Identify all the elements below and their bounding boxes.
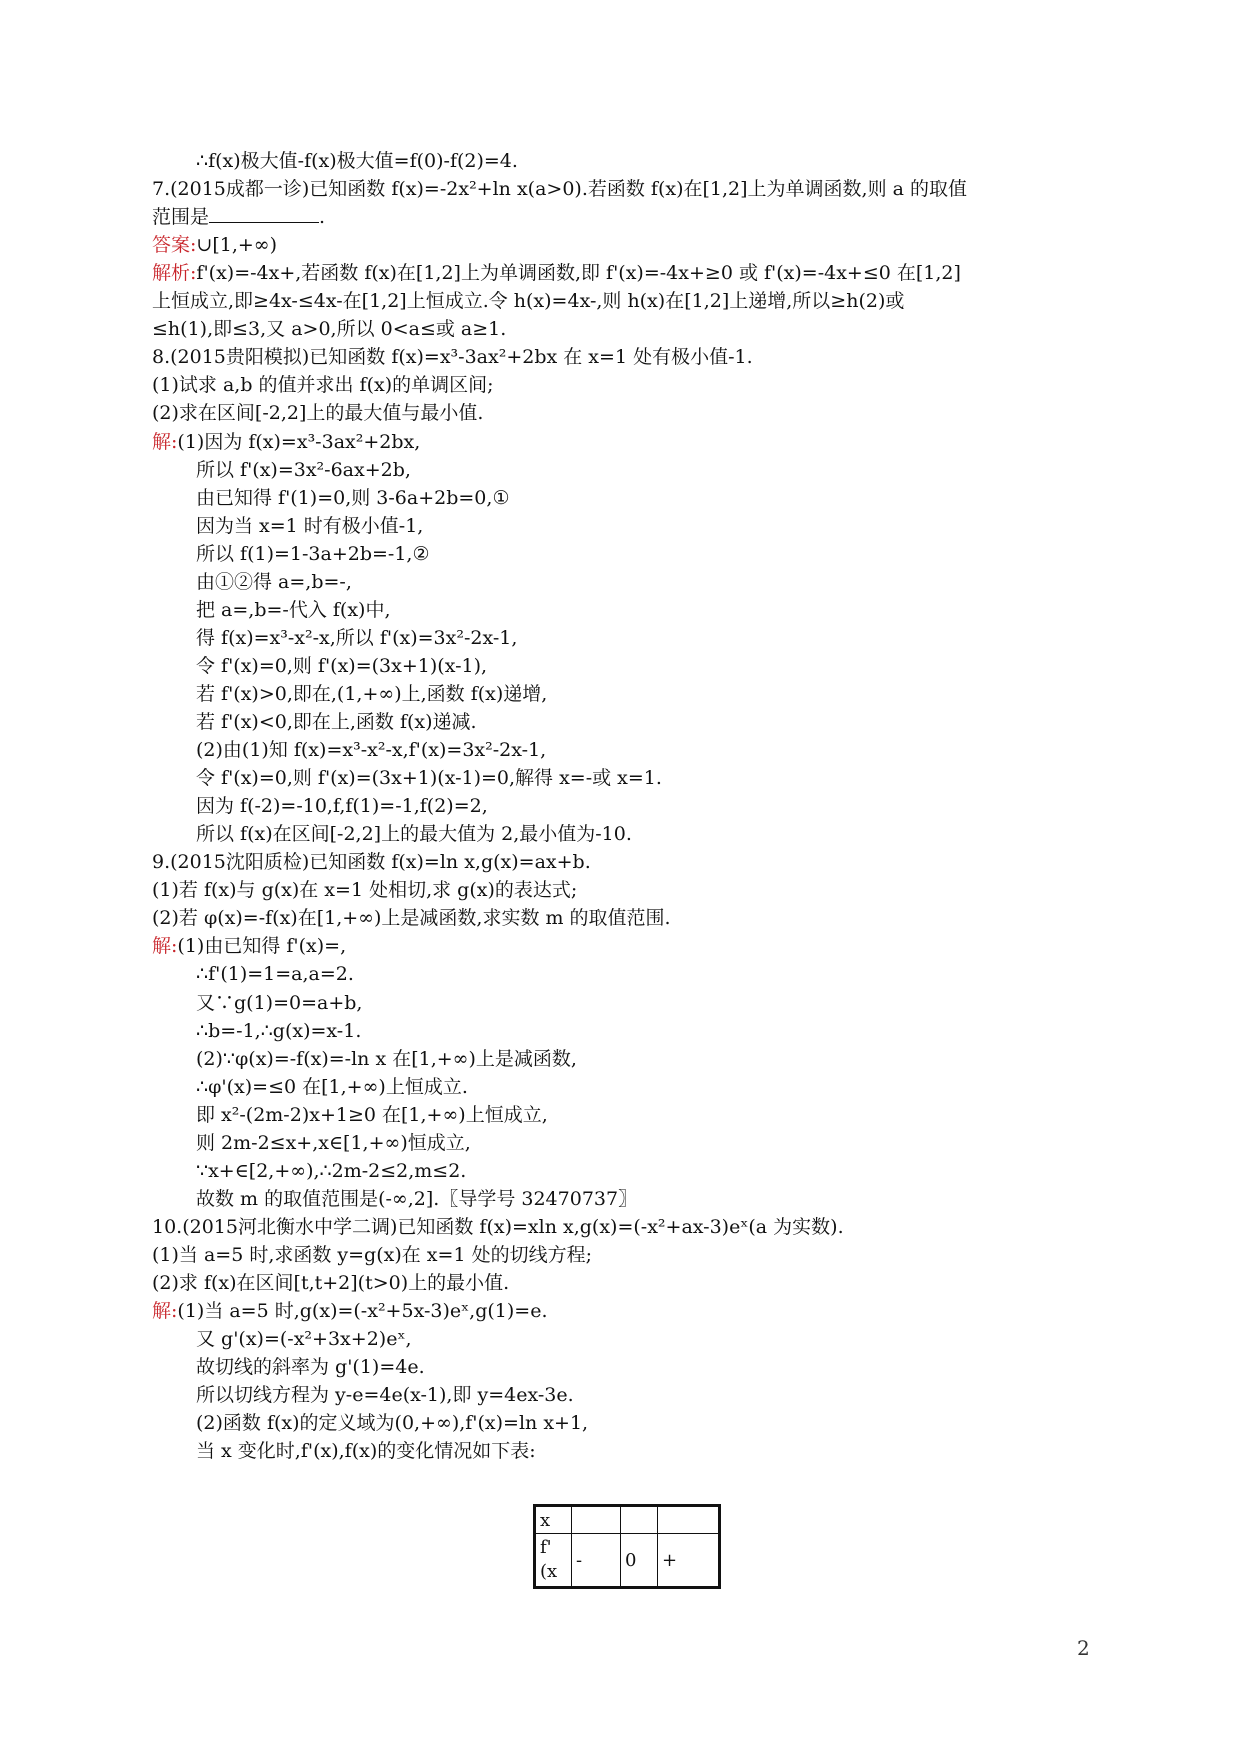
- table-cell: 0: [621, 1534, 658, 1588]
- text-line: [196, 1381, 574, 1409]
- text-line: [152, 848, 591, 876]
- line-text: 当 x 变化时,f'(x),f(x)的变化情况如下表:: [196, 1440, 536, 1463]
- text-line: [152, 1269, 509, 1297]
- text-line: [152, 203, 325, 231]
- line-text: ≤h(1),即≤3,又 a>0,所以 0<a≤或 a≥1.: [152, 318, 507, 341]
- text-line: [152, 876, 577, 904]
- table-cell: [572, 1506, 621, 1534]
- line-text: 上恒成立,即≥4x-≤4x-在[1,2]上恒成立.令 h(x)=4x-,则 h(x)在[1,2]上递增,所以≥h(2)或: [152, 290, 905, 313]
- line-text: 所以 f'(x)=3x²-6ax+2b,: [196, 458, 411, 481]
- text-line: [196, 820, 632, 848]
- line-text: (2)函数 f(x)的定义域为(0,+∞),f'(x)=ln x+1,: [196, 1412, 589, 1435]
- line-text: 令 f'(x)=0,则 f'(x)=(3x+1)(x-1),: [196, 654, 488, 677]
- text-line: [196, 484, 509, 512]
- table-row-label: (x: [540, 1561, 558, 1582]
- page-number: 2: [1077, 1636, 1090, 1660]
- label-prefix: 解析:: [152, 262, 197, 285]
- line-text: 所以 f(x)在区间[-2,2]上的最大值为 2,最小值为-10.: [196, 823, 632, 846]
- text-line: [152, 287, 904, 315]
- text-line: [196, 568, 352, 596]
- label-prefix: 解:: [152, 935, 178, 958]
- line-text: (1)若 f(x)与 g(x)在 x=1 处相切,求 g(x)的表达式;: [152, 879, 578, 902]
- text-line: [152, 175, 967, 203]
- text-line: [196, 1017, 361, 1045]
- line-text: f'(x)=-4x+,若函数 f(x)在[1,2]上为单调函数,即 f'(x)=-4x+≥0 或 f'(x)=-4x+≤0 在[1,2]: [196, 262, 961, 285]
- line-text: 又∵g(1)=0=a+b,: [196, 991, 363, 1014]
- table-cell: -: [572, 1534, 621, 1588]
- line-text: 则 2m-2≤x+,x∈[1,+∞)恒成立,: [196, 1131, 471, 1154]
- line-text: (1)当 a=5 时,求函数 y=g(x)在 x=1 处的切线方程;: [152, 1243, 592, 1266]
- text-line: [152, 904, 671, 932]
- table-cell: [535, 1534, 572, 1588]
- text-line: [196, 1073, 468, 1101]
- line-text: 因为 f(-2)=-10,f,f(1)=-1,f(2)=2,: [196, 795, 488, 818]
- line-text: 把 a=,b=-代入 f(x)中,: [196, 598, 391, 621]
- line-text: (1)因为 f(x)=x³-3ax²+2bx,: [177, 430, 421, 453]
- variation-table: [533, 1504, 721, 1589]
- table-row: [535, 1506, 720, 1534]
- label-prefix: 答案:: [152, 234, 197, 257]
- line-text: 7.(2015成都一诊)已知函数 f(x)=-2x²+ln x(a>0).若函数 f(x)在[1,2]上为单调函数,则 a 的取值: [152, 178, 967, 201]
- line-text: (1)试求 a,b 的值并求出 f(x)的单调区间;: [152, 374, 494, 397]
- text-line: [196, 1129, 471, 1157]
- line-text: 又 g'(x)=(-x²+3x+2)eˣ,: [196, 1328, 412, 1351]
- line-text: (1)当 a=5 时,g(x)=(-x²+5x-3)eˣ,g(1)=e.: [177, 1300, 548, 1323]
- line-text: ∪[1,+∞): [196, 234, 278, 257]
- text-line: [196, 960, 354, 988]
- text-line: [152, 371, 494, 399]
- line-text: .: [319, 206, 326, 229]
- line-text: 范围是: [152, 206, 210, 229]
- text-line: [152, 1213, 844, 1241]
- table-cell: +: [658, 1534, 720, 1588]
- line-text: 由①②得 a=,b=-,: [196, 570, 352, 593]
- line-text: ∴f'(1)=1=a,a=2.: [196, 963, 354, 986]
- text-line: [152, 1297, 548, 1325]
- line-text: (2)由(1)知 f(x)=x³-x²-x,f'(x)=3x²-2x-1,: [196, 739, 547, 762]
- line-text: 因为当 x=1 时有极小值-1,: [196, 514, 424, 537]
- line-text: (2)∵φ(x)=-f(x)=-ln x 在[1,+∞)上是减函数,: [196, 1047, 577, 1070]
- text-line: [196, 512, 423, 540]
- line-text: 故切线的斜率为 g'(1)=4e.: [196, 1356, 425, 1379]
- text-line: [196, 540, 430, 568]
- line-text: 故数 m 的取值范围是(-∞,2].〖导学号 32470737〗: [196, 1187, 638, 1210]
- line-text: 8.(2015贵阳模拟)已知函数 f(x)=x³-3ax²+2bx 在 x=1 处有极小值-1.: [152, 346, 753, 369]
- text-line: [196, 1157, 466, 1185]
- line-text: 令 f'(x)=0,则 f'(x)=(3x+1)(x-1)=0,解得 x=-或 x=1.: [196, 767, 662, 790]
- text-line: [196, 1353, 425, 1381]
- text-line: [196, 736, 546, 764]
- line-text: 若 f'(x)<0,即在上,函数 f(x)递减.: [196, 711, 477, 733]
- text-line: [196, 456, 411, 484]
- line-text: (2)求 f(x)在区间[t,t+2](t>0)上的最小值.: [152, 1272, 510, 1294]
- text-line: [196, 1185, 637, 1213]
- line-text: (1)由已知得 f'(x)=,: [177, 935, 347, 958]
- text-line: [152, 343, 753, 371]
- label-prefix: 解:: [152, 430, 178, 453]
- line-text: 即 x²-(2m-2)x+1≥0 在[1,+∞)上恒成立,: [196, 1103, 548, 1126]
- text-line: [196, 708, 477, 736]
- text-line: [152, 259, 961, 287]
- text-line: [196, 624, 517, 652]
- text-line: [152, 315, 506, 343]
- line-text: ∵x+∈[2,+∞),∴2m-2≤2,m≤2.: [196, 1159, 467, 1182]
- line-text: 所以切线方程为 y-e=4e(x-1),即 y=4ex-3e.: [196, 1384, 574, 1407]
- line-text: 所以 f(1)=1-3a+2b=-1,②: [196, 542, 430, 565]
- label-prefix: 解:: [152, 1300, 178, 1323]
- text-line: [196, 147, 518, 175]
- text-line: [196, 1101, 548, 1129]
- line-text: ∴f(x)极大值-f(x)极大值=f(0)-f(2)=4.: [196, 150, 518, 172]
- line-text: ∴b=-1,∴g(x)=x-1.: [196, 1019, 362, 1042]
- text-line: [196, 1045, 577, 1073]
- table-cell: [658, 1506, 720, 1534]
- text-line: [196, 989, 362, 1017]
- answer-blank: [209, 204, 319, 223]
- text-line: [196, 764, 662, 792]
- table-row: [535, 1534, 720, 1588]
- line-text: 10.(2015河北衡水中学二调)已知函数 f(x)=xln x,g(x)=(-x²+ax-3)eˣ(a 为实数).: [152, 1215, 844, 1238]
- table-row-label: f': [540, 1537, 552, 1558]
- text-line: [152, 399, 483, 427]
- table-cell: x: [535, 1506, 572, 1534]
- line-text: 9.(2015沈阳质检)已知函数 f(x)=ln x,g(x)=ax+b.: [152, 851, 591, 874]
- text-line: [152, 428, 420, 456]
- text-line: [152, 1241, 592, 1269]
- text-line: [196, 1437, 536, 1465]
- line-text: 得 f(x)=x³-x²-x,所以 f'(x)=3x²-2x-1,: [196, 626, 518, 649]
- line-text: 若 f'(x)>0,即在,(1,+∞)上,函数 f(x)递增,: [196, 682, 548, 705]
- text-line: [196, 652, 487, 680]
- text-line: [152, 231, 277, 259]
- line-text: (2)求在区间[-2,2]上的最大值与最小值.: [152, 402, 484, 425]
- line-text: (2)若 φ(x)=-f(x)在[1,+∞)上是减函数,求实数 m 的取值范围.: [152, 907, 671, 930]
- text-line: [196, 680, 547, 708]
- text-line: [196, 1409, 588, 1437]
- text-line: [196, 1325, 412, 1353]
- line-text: ∴φ'(x)=≤0 在[1,+∞)上恒成立.: [196, 1075, 468, 1098]
- text-line: [196, 596, 390, 624]
- text-line: [196, 792, 488, 820]
- line-text: 由已知得 f'(1)=0,则 3-6a+2b=0,①: [196, 486, 510, 509]
- text-line: [152, 932, 346, 960]
- table-cell: [621, 1506, 658, 1534]
